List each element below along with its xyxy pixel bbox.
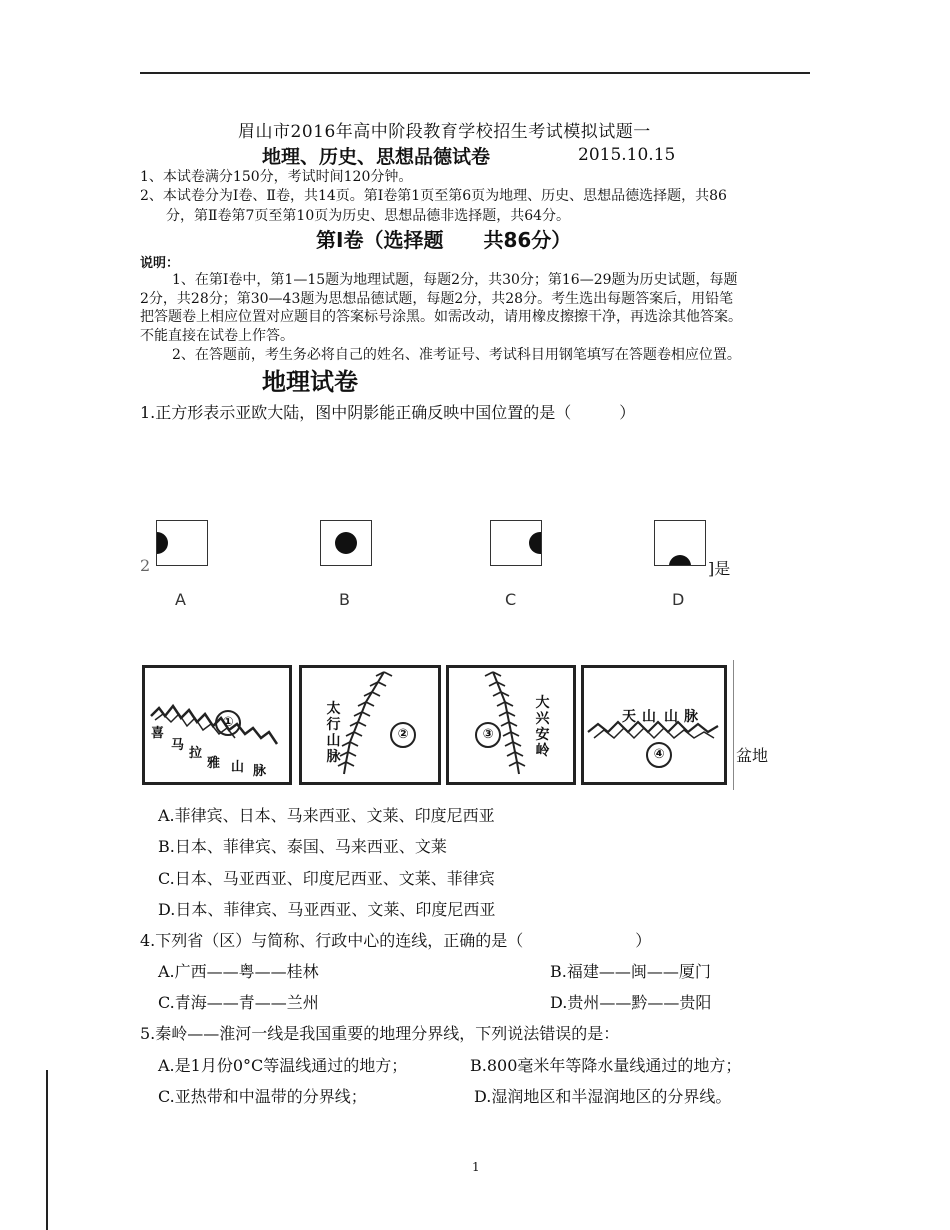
exam-subtitle: 地理、历史、思想品德试卷 [262, 146, 491, 168]
q5-option-a: A.是1月份0°C等温线通过的地方； [158, 1056, 408, 1075]
explain-label: 说明： [140, 256, 180, 271]
option-d-label: D [672, 590, 685, 609]
mountain-label: 脉 [326, 749, 341, 765]
q3-option-b: B.日本、菲律宾、泰国、马来西亚、文莱 [158, 837, 447, 856]
mountain-label: 脉 [684, 709, 698, 725]
q3-option-c: C.日本、马亚西亚、印度尼西亚、文莱、菲律宾 [158, 869, 495, 888]
q5-option-b: B.800毫米年等降水量线通过的地方； [470, 1056, 742, 1075]
q4-option-b: B.福建——闽——厦门 [550, 962, 711, 981]
explain-1a: 1、在第Ⅰ卷中，第1—15题为地理试题，每题2分，共30分；第16—29题为历史试题，每题 [172, 272, 738, 288]
mountain-label: 岭 [535, 743, 550, 759]
explain-1b: 2分，共28分；第30—43题为思想品德试题，每题2分，共28分。考生选出每题答案后，用铅笔 [140, 291, 734, 307]
q5-option-d: D.湿润地区和半湿润地区的分界线。 [474, 1087, 732, 1106]
exam-date: 2015.10.15 [578, 145, 676, 165]
mountain-map-1 [142, 665, 292, 785]
question-4: 4.下列省（区）与简称、行政中心的连线，正确的是（ ） [140, 931, 652, 950]
mountain-range-icon [449, 668, 573, 782]
binding-margin-line [46, 1070, 48, 1230]
mountain-map-2 [299, 665, 441, 785]
exam-title: 眉山市2016年高中阶段教育学校招生考试模拟试题一 [238, 122, 651, 142]
mountain-number: ① [215, 710, 241, 736]
q3-option-d: D.日本、菲律宾、马亚西亚、文莱、印度尼西亚 [158, 900, 496, 919]
mountain-number: ④ [646, 742, 672, 768]
option-b-label: B [339, 590, 350, 609]
header-rule [140, 72, 810, 74]
mountain-map-4 [581, 665, 727, 785]
mountain-label: 山 [231, 760, 245, 775]
mountain-number: ② [390, 722, 416, 748]
explain-1c: 把答题卷上相应位置对应题目的答案标号涂黑。如需改动，请用橡皮擦擦干净，再选涂其他答案。 [140, 309, 742, 325]
shaded-region [335, 532, 357, 554]
option-a-label: A [175, 590, 186, 609]
figure-edge [733, 660, 734, 790]
note-line-1: 1、本试卷满分150分，考试时间120分钟。 [140, 169, 413, 185]
shaded-region [156, 532, 168, 554]
geography-title: 地理试卷 [262, 368, 358, 396]
mountain-label: 天 [622, 709, 636, 725]
q5-option-c: C.亚热带和中温带的分界线； [158, 1087, 367, 1106]
note-line-2b: 分，第Ⅱ卷第7页至第10页为历史、思想品德非选择题，共64分。 [166, 208, 571, 224]
mountain-label: 脉 [253, 764, 267, 779]
shaded-region [529, 532, 542, 554]
question-5: 5.秦岭——淮河一线是我国重要的地理分界线，下列说法错误的是： [140, 1024, 620, 1043]
explain-1d: 不能直接在试卷上作答。 [140, 328, 294, 344]
mountain-range-icon [302, 668, 438, 782]
mountain-label: 行 [326, 717, 341, 733]
section-title: 第Ⅰ卷（选择题 共86分） [316, 228, 572, 252]
option-c-figure [490, 520, 542, 566]
mountain-label: 山 [642, 709, 656, 725]
option-a-figure [156, 520, 208, 566]
option-b-figure [320, 520, 372, 566]
note-line-2a: 2、本试卷分为Ⅰ卷、Ⅱ卷，共14页。第Ⅰ卷第1页至第6页为地理、历史、思想品德选择题，共86 [140, 188, 727, 204]
q4-option-c: C.青海——青——兰州 [158, 993, 319, 1012]
question-2-fragment-right: ]是 [708, 559, 731, 578]
mountain-label: 拉 [189, 746, 203, 761]
option-d-figure [654, 520, 706, 566]
question-2-fragment-left: 2 [140, 556, 151, 575]
q3-option-a: A.菲律宾、日本、马来西亚、文莱、印度尼西亚 [158, 806, 495, 825]
q4-option-d: D.贵州——黔——贵阳 [550, 993, 712, 1012]
mountain-map-3 [446, 665, 576, 785]
mountain-label: 马 [171, 738, 185, 753]
mountain-label: 雅 [207, 756, 221, 771]
mountain-label: 山 [664, 709, 678, 725]
mountain-label: 山 [326, 733, 341, 749]
mountain-number: ③ [475, 722, 501, 748]
mountain-label: 太 [326, 701, 341, 717]
mountain-label: 兴 [535, 711, 550, 727]
q4-option-a: A.广西——粤——桂林 [158, 962, 319, 981]
question-3-fragment-right: 盆地 [736, 746, 769, 765]
mountain-label: 喜 [151, 726, 165, 741]
option-c-label: C [505, 590, 517, 609]
mountain-label: 安 [535, 727, 550, 743]
question-1: 1.正方形表示亚欧大陆，图中阴影能正确反映中国位置的是（ ） [140, 403, 636, 422]
mountain-label: 大 [535, 695, 550, 711]
shaded-region [669, 555, 691, 566]
explain-2: 2、在答题前，考生务必将自己的姓名、准考证号、考试科目用钢笔填写在答题卷相应位置。 [172, 347, 741, 363]
page-number: 1 [472, 1160, 480, 1174]
